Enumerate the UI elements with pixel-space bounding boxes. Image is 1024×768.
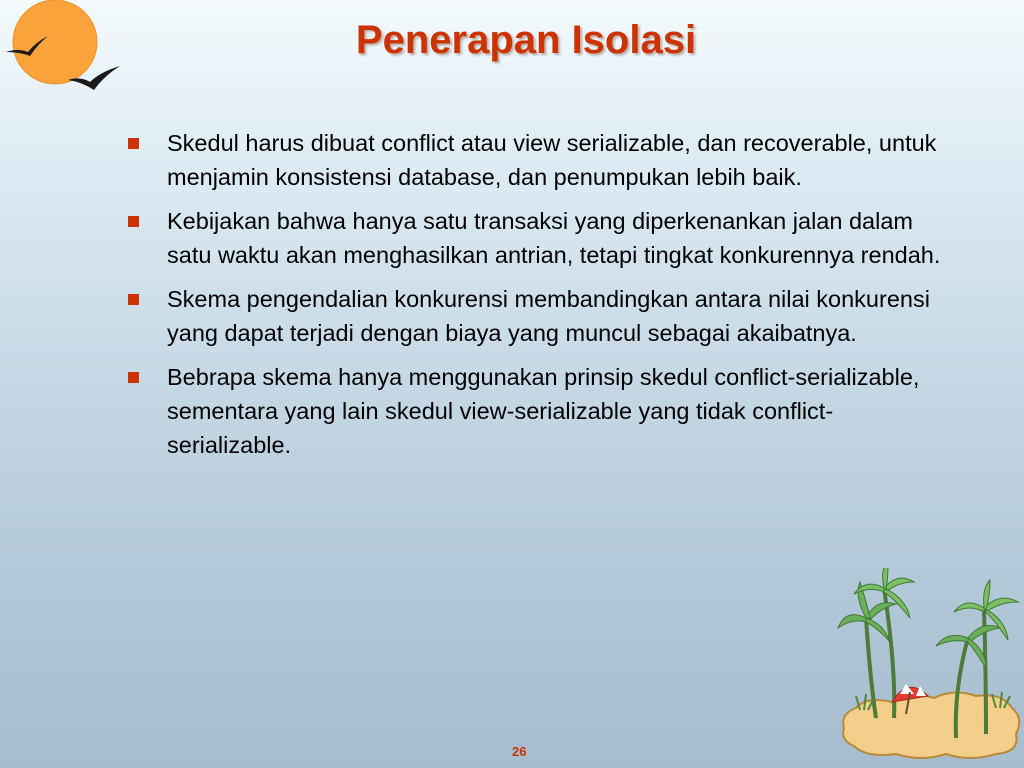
bullet-item — [128, 204, 948, 272]
bullet-text: Skema pengendalian konkurensi membandingkan antara nilai konkurensi yang dapat terjadi dengan biaya yang muncul sebagai akaibatnya. — [167, 286, 930, 346]
square-bullet-icon — [128, 372, 139, 383]
bullet-item — [128, 126, 948, 194]
bullet-item — [128, 360, 948, 462]
square-bullet-icon — [128, 294, 139, 305]
page-number: 26 — [512, 744, 527, 759]
bullet-item — [128, 282, 948, 350]
square-bullet-icon — [128, 138, 139, 149]
bullet-text: Skedul harus dibuat conflict atau view serializable, dan recoverable, untuk menjamin konsistensi database, dan penumpukan lebih baik. — [167, 130, 937, 190]
square-bullet-icon — [128, 216, 139, 227]
bullet-text: Bebrapa skema hanya menggunakan prinsip skedul conflict-serializable, sementara yang lain skedul view-serializable yang tidak conflict-serializable. — [167, 364, 920, 458]
palm-island-illustration — [836, 568, 1024, 764]
island-shape — [843, 692, 1019, 758]
sun-with-birds-illustration — [0, 0, 130, 100]
slide-title: Penerapan Isolasi — [355, 18, 697, 62]
bullet-text: Kebijakan bahwa hanya satu transaksi yang diperkenankan jalan dalam satu waktu akan menghasilkan antrian, tetapi tingkat konkurennya rendah. — [167, 208, 941, 268]
bullet-list — [128, 126, 948, 472]
